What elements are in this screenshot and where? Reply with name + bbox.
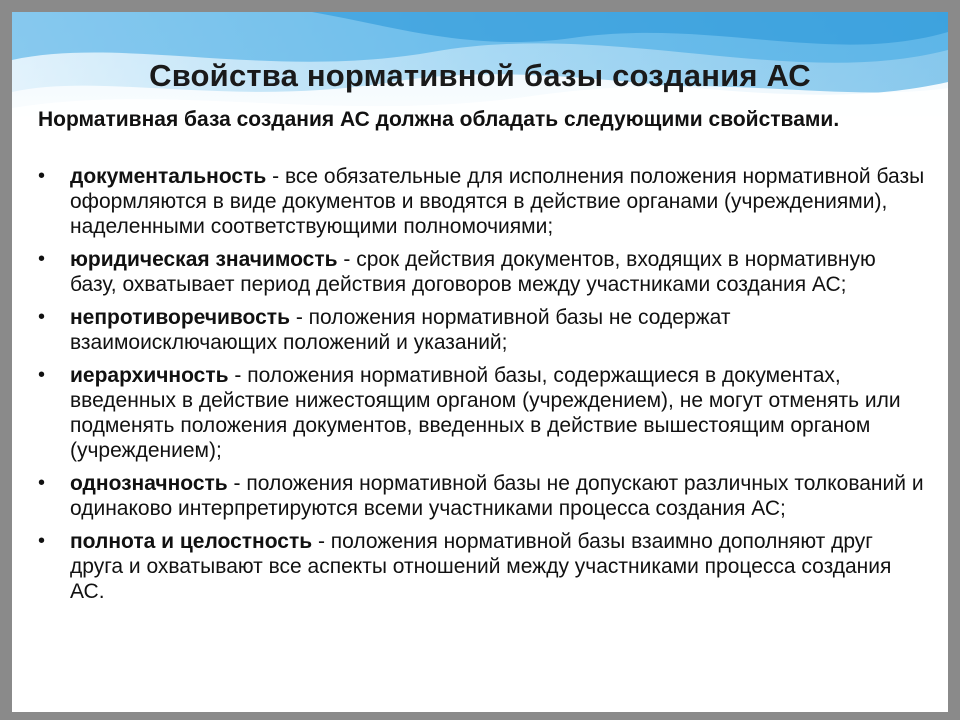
property-description: - положения нормативной базы не содержат взаимоисключающих положений и указаний;: [70, 306, 731, 354]
property-term: непротиворечивость: [70, 306, 290, 329]
property-term: иерархичность: [70, 364, 229, 387]
bullet-icon: •: [38, 165, 46, 187]
list-item: [38, 305, 928, 355]
slide-title: Свойства нормативной базы создания АС: [149, 58, 811, 93]
property-description: - положения нормативной базы взаимно дополняют друг друга и охватывают все аспекты отношений между участниками процесса создания АС.: [70, 530, 892, 603]
property-term: документальность: [70, 165, 267, 188]
property-description: - срок действия документов, входящих в нормативную базу, охватывает период действия договоров между участниками создания АС;: [70, 248, 876, 296]
property-term: полнота и целостность: [70, 530, 313, 553]
slide-content: [12, 12, 948, 712]
property-description: - положения нормативной базы, содержащиеся в документах, введенных в действие нижестоящим органом (учреждением), не могут отменять или подменять положения документов, введенных в действие вышестоящим органом (учреждением);: [70, 364, 901, 462]
property-description: - все обязательные для исполнения положения нормативной базы оформляются в виде документов и вводятся в действие органами (учреждениями), наделенными соответствующими полномочиями;: [70, 165, 925, 238]
list-item: [38, 247, 928, 297]
list-item: [38, 363, 928, 463]
property-term: однозначность: [70, 472, 228, 495]
slide: [12, 12, 948, 712]
bullet-icon: •: [38, 472, 46, 494]
property-description: - положения нормативной базы не допускают различных толкований и одинаково интерпретируются всеми участниками процесса создания АС;: [70, 472, 924, 520]
property-term: юридическая значимость: [70, 248, 338, 271]
properties-list: [38, 164, 928, 612]
bullet-icon: •: [38, 530, 46, 552]
list-item: [38, 164, 928, 239]
bullet-icon: •: [38, 364, 46, 386]
list-item: [38, 471, 928, 521]
bullet-icon: •: [38, 306, 46, 328]
bullet-icon: •: [38, 248, 46, 270]
intro-text: Нормативная база создания АС должна обладать следующими свойствами.: [38, 108, 840, 131]
list-item: [38, 529, 928, 604]
